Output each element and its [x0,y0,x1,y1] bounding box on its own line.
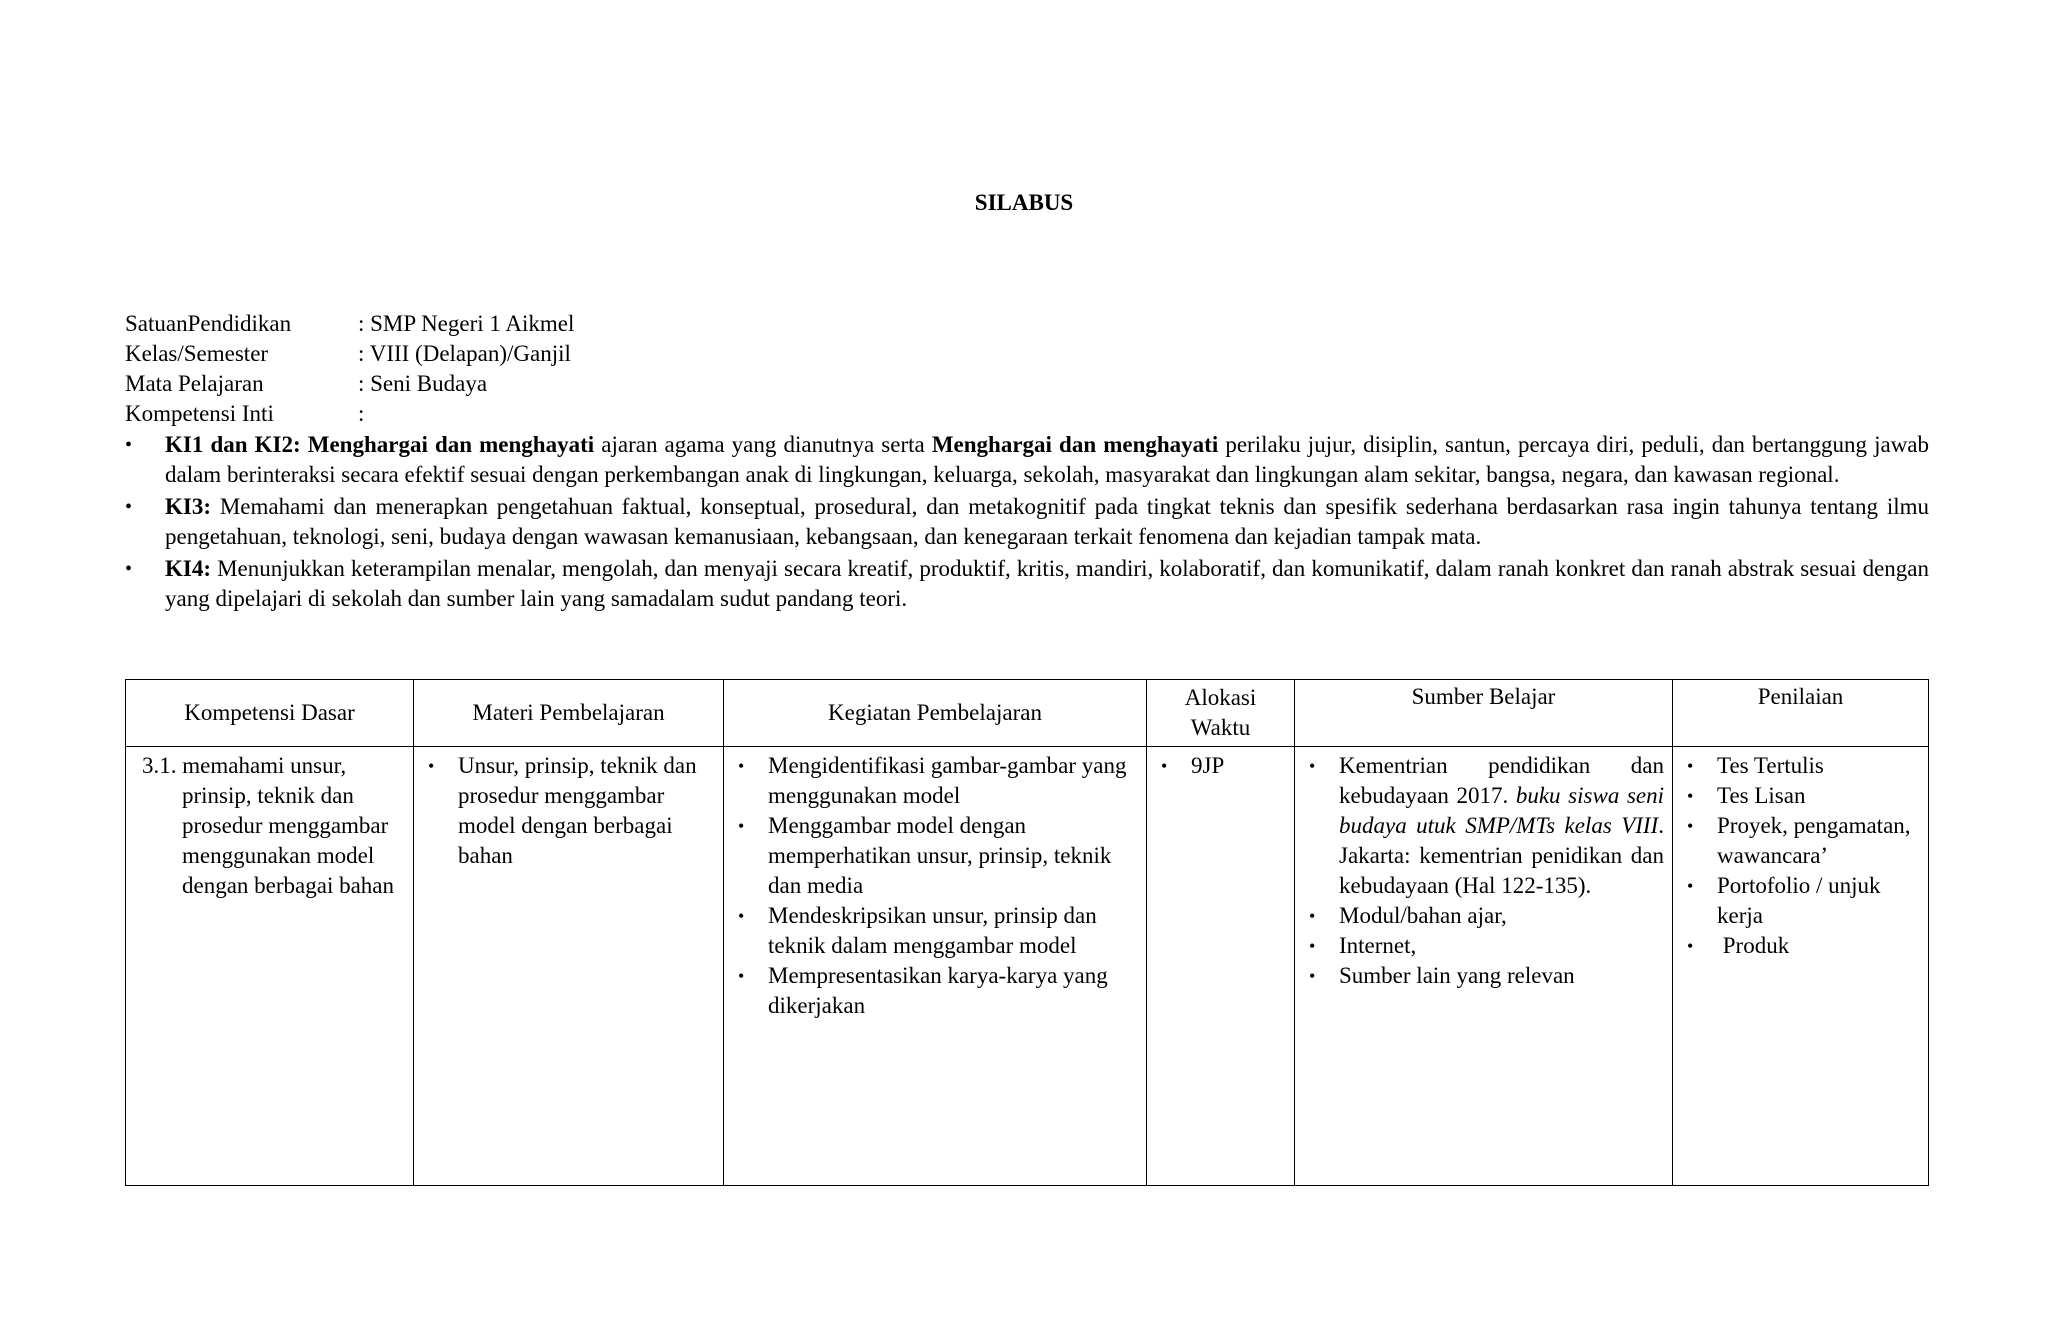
bullet-icon: • [1687,756,1694,776]
page-title: SILABUS [974,190,1074,215]
meta-label: Kompetensi Inti [125,401,274,426]
ki-item-3 [125,492,1929,552]
penilaian-text: Tes Tertulis [1717,753,1824,778]
cell-penilaian [1673,747,1928,1185]
list-item [734,811,1138,901]
header-penilaian: Penilaian [1673,680,1928,747]
meta-value: : VIII (Delapan)/Ganjil [358,341,571,366]
bullet-icon: • [738,966,745,986]
materi-text: Unsur, prinsip, teknik dan prosedur menggambar model dengan berbagai bahan [458,753,697,868]
bullet-icon: • [1309,906,1316,926]
header-materi: Materi Pembelajaran [414,680,724,747]
bullet-icon: • [125,558,133,580]
list-item [1683,931,1920,961]
ki-label: KI1 dan KI2: [165,432,301,457]
cell-kegiatan [724,747,1147,1185]
ki-text [165,430,1929,490]
kegiatan-text: Mempresentasikan karya-karya yang dikerjakan [768,963,1108,1018]
kegiatan-text: Mengidentifikasi gambar-gambar yang menggunakan model [768,753,1127,808]
ki-body: Menunjukkan keterampilan menalar, mengolah, dan menyaji secara kreatif, produktif, kritis, mandiri, kolaboratif, dan komunikatif, dalam ranah konkret dan ranah abstrak sesuai dengan yang dipelajari di sekolah dan sumber lain yang samadalam sudut pandang teori. [165,556,1929,611]
cell-kompetensi-dasar [126,747,414,1185]
cell-materi [414,747,724,1185]
materi-list [424,751,715,871]
penilaian-text: Tes Lisan [1717,783,1806,808]
kegiatan-text: Menggambar model dengan memperhatikan unsur, prinsip, teknik dan media [768,813,1112,898]
kd-number: 3.1. [142,753,177,778]
meta-row-satuan [125,309,574,339]
penilaian-text: Proyek, pengamatan, wawancara’ [1717,813,1911,868]
cell-sumber [1295,747,1673,1185]
penilaian-text: Portofolio / unjuk kerja [1717,873,1881,928]
sumber-text: Sumber lain yang relevan [1339,963,1575,988]
ki-body: perilaku jujur, disiplin, santun, percaya diri, peduli, dan bertanggung jawab dalam berinteraksi secara efektif sesuai dengan perkembangan anak di lingkungan, keluarga, sekolah, masyarakat dan lingkungan alam sekitar, bangsa, negara, dan kawasan regional. [165,432,1930,487]
list-item [1683,751,1920,781]
bullet-icon: • [738,816,745,836]
list-item [734,961,1138,1021]
kegiatan-list [734,751,1138,1021]
penilaian-list [1683,751,1920,961]
alokasi-list [1157,751,1286,781]
bullet-icon: • [1687,876,1694,896]
bullet-icon: • [738,906,745,926]
meta-value: : [358,401,365,426]
list-item [1683,781,1920,811]
ki-text [165,554,1929,614]
identity-block [125,309,574,429]
sumber-text: Internet, [1339,933,1417,958]
bullet-icon: • [1687,936,1694,956]
meta-row-ki [125,399,574,429]
header-alokasi [1147,680,1295,747]
ki-label: KI4: [165,556,211,581]
list-item [1305,961,1664,991]
meta-row-kelas [125,339,574,369]
header-alokasi-line1: Alokasi [1184,685,1257,710]
bullet-icon: • [1309,936,1316,956]
ki-emphasis: Menghargai dan menghayati [931,432,1219,457]
meta-value: : SMP Negeri 1 Aikmel [358,311,575,336]
sumber-list [1305,751,1664,991]
sumber-book-title: buku siswa seni budaya utuk SMP/MTs kelas VIII [1339,783,1664,838]
bullet-icon: • [1309,966,1316,986]
ki-text [165,492,1929,552]
kegiatan-text: Mendeskripsikan unsur, prinsip dan teknik dalam menggambar model [768,903,1097,958]
ki-body: ajaran agama yang dianutnya serta [594,432,932,457]
sumber-text: Modul/bahan ajar, [1339,903,1507,928]
bullet-icon: • [738,756,745,776]
syllabus-table [125,679,1929,1186]
meta-value: : Seni Budaya [358,371,488,396]
list-item [1305,901,1664,931]
bullet-icon: • [428,756,435,776]
cell-alokasi [1147,747,1295,1185]
list-item [424,751,715,871]
header-alokasi-line2: Waktu [1190,715,1251,740]
bullet-icon: • [1161,756,1168,776]
sumber-text: . Jakarta: kementrian penidikan dan kebudayaan (Hal 122-135). [1339,813,1664,898]
header-kegiatan: Kegiatan Pembelajaran [724,680,1147,747]
meta-row-mapel [125,369,574,399]
ki-item-4 [125,554,1929,614]
bullet-icon: • [1309,756,1316,776]
ki-label: KI3: [165,494,211,519]
kompetensi-inti-list [125,430,1929,616]
header-sumber: Sumber Belajar [1295,680,1673,747]
bullet-icon: • [1687,816,1694,836]
list-item [1683,811,1920,871]
list-item [1683,871,1920,931]
list-item [734,901,1138,961]
sumber-text: Kementrian pendidikan dan kebudayaan 2017. [1339,753,1664,808]
bullet-icon: • [125,434,133,456]
alokasi-value: 9JP [1191,753,1225,778]
ki-emphasis: Menghargai dan menghayati [307,432,595,457]
list-item [1305,931,1664,961]
list-item [1305,751,1664,901]
header-kompetensi-dasar: Kompetensi Dasar [126,680,414,747]
meta-label: Mata Pelajaran [125,371,264,396]
meta-label: SatuanPendidikan [125,311,292,336]
bullet-icon: • [125,496,133,518]
kd-description: memahami unsur, prinsip, teknik dan prosedur menggambar menggunakan model dengan berbagai bahan [182,753,395,898]
kd-text [138,751,405,901]
ki-item-1-2 [125,430,1929,490]
penilaian-text: Produk [1717,933,1790,958]
ki-body: Memahami dan menerapkan pengetahuan faktual, konseptual, prosedural, dan metakognitif pada tingkat teknis dan spesifik sederhana berdasarkan rasa ingin tahunya tentang ilmu pengetahuan, teknologi, seni, budaya dengan wawasan kemanusiaan, kebangsaan, dan kenegaraan terkait fenomena dan kejadian tampak mata. [165,494,1929,549]
list-item [734,751,1138,811]
bullet-icon: • [1687,786,1694,806]
meta-label: Kelas/Semester [125,341,269,366]
list-item [1157,751,1286,781]
